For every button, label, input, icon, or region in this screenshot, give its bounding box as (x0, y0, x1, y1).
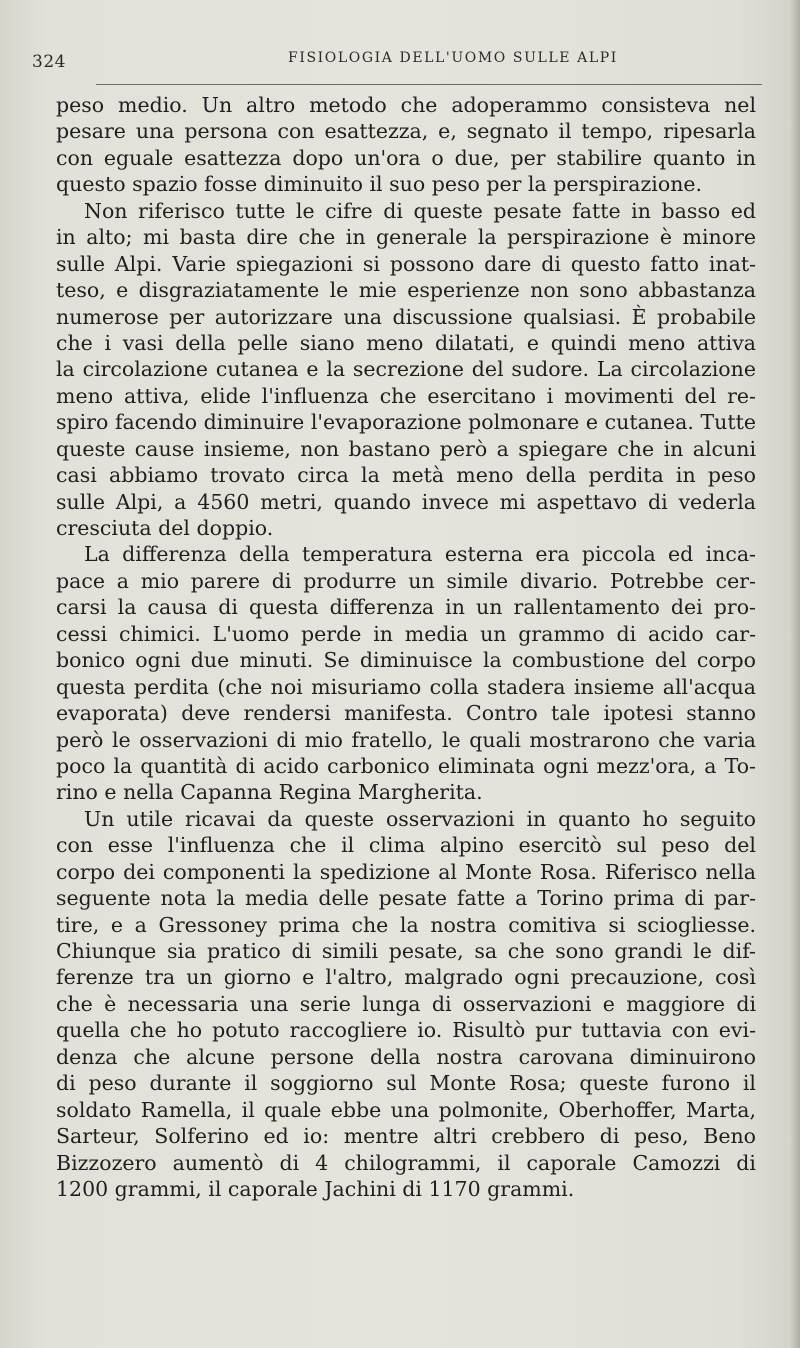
text-line: meno attiva, elide l'influenza che esercitano i movimenti del re- (56, 383, 756, 408)
text-line: la circolazione cutanea e la secrezione del sudore. La circolazione (56, 357, 756, 382)
text-line: peso medio. Un altro metodo che adoperammo consisteva nel (56, 93, 756, 117)
text-line: sulle Alpi, a 4560 metri, quando invece mi aspettavo di vederla (56, 489, 756, 514)
text-line: con eguale esattezza dopo un'ora o due, per stabilire quanto in (56, 145, 756, 170)
text-line: bonico ogni due minuti. Se diminuisce la combustione del corpo (56, 648, 756, 673)
text-line: La differenza della temperatura esterna era piccola ed inca- (84, 542, 756, 567)
text-line: che i vasi della pelle siano meno dilatati, e quindi meno attiva (56, 330, 756, 355)
text-line: cresciuta del doppio. (56, 516, 274, 540)
body-text (56, 92, 756, 1202)
running-head: FISIOLOGIA DELL'UOMO SULLE ALPI (288, 50, 618, 66)
text-line: con esse l'influenza che il clima alpino esercitò sul peso del (56, 833, 756, 858)
text-line: 1200 grammi, il caporale Jachini di 1170 grammi. (56, 1176, 575, 1201)
text-line: denza che alcune persone della nostra carovana diminuirono (56, 1044, 756, 1069)
text-line: seguente nota la media delle pesate fatte a Torino prima di par- (56, 886, 756, 911)
text-line: Un utile ricavai da queste osservazioni in quanto ho seguito (84, 806, 756, 831)
text-line: evaporata) deve rendersi manifesta. Contro tale ipotesi stanno (56, 701, 756, 726)
text-line: in alto; mi basta dire che in generale la perspirazione è minore (56, 225, 756, 250)
text-line: cessi chimici. L'uomo perde in media un grammo di acido car- (56, 621, 756, 646)
text-line: poco la quantità di acido carbonico eliminata ogni mezz'ora, a To- (56, 753, 756, 778)
page-edge-shadow (790, 0, 800, 1348)
text-line: questa perdita (che noi misuriamo colla stadera insieme all'acqua (56, 674, 756, 699)
page-number: 324 (32, 52, 66, 72)
text-line: carsi la causa di questa differenza in un rallentamento dei pro- (56, 595, 756, 620)
text-line: casi abbiamo trovato circa la metà meno della perdita in peso (56, 463, 756, 488)
text-line: teso, e disgraziatamente le mie esperienze non sono abbastanza (56, 278, 756, 303)
text-line: queste cause insieme, non bastano però a spiegare che in alcuni (56, 436, 756, 461)
text-line: Chiunque sia pratico di simili pesate, sa che sono grandi le dif- (56, 939, 756, 963)
text-line: di peso durante il soggiorno sul Monte Rosa; queste furono il (56, 1071, 756, 1096)
text-line: Sarteur, Solferino ed io: mentre altri crebbero di peso, Beno (56, 1124, 756, 1149)
header-rule (96, 84, 762, 85)
text-line: corpo dei componenti la spedizione al Monte Rosa. Riferisco nella (56, 859, 756, 884)
text-line: spiro facendo diminuire l'evaporazione polmonare e cutanea. Tutte (56, 410, 756, 435)
text-line: numerose per autorizzare una discussione qualsiasi. È probabile (56, 304, 756, 329)
text-line: Non riferisco tutte le cifre di queste pesate fatte in basso ed (84, 198, 756, 223)
text-line: ferenze tra un giorno e l'altro, malgrado ogni precauzione, così (56, 965, 756, 990)
text-line: però le osservazioni di mio fratello, le quali mostrarono che varia (56, 727, 756, 752)
text-line: quella che ho potuto raccogliere io. Risultò pur tuttavia con evi- (56, 1018, 756, 1043)
text-line: Bizzozero aumentò di 4 chilogrammi, il caporale Camozzi di (56, 1150, 756, 1175)
page-header (32, 46, 762, 76)
text-line: pesare una persona con esattezza, e, segnato il tempo, ripesarla (56, 119, 756, 144)
text-line: sulle Alpi. Varie spiegazioni si possono dare di questo fatto inat- (56, 251, 756, 276)
text-line: che è necessaria una serie lunga di osservazioni e maggiore di (56, 991, 756, 1016)
text-line: questo spazio fosse diminuito il suo peso per la perspirazione. (56, 172, 703, 197)
text-line: rino e nella Capanna Regina Margherita. (56, 780, 483, 805)
text-line: soldato Ramella, il quale ebbe una polmonite, Oberhoffer, Marta, (56, 1097, 756, 1122)
text-line: tire, e a Gressoney prima che la nostra comitiva si sciogliesse. (56, 912, 756, 937)
text-line: pace a mio parere di produrre un simile divario. Potrebbe cer- (56, 568, 756, 593)
